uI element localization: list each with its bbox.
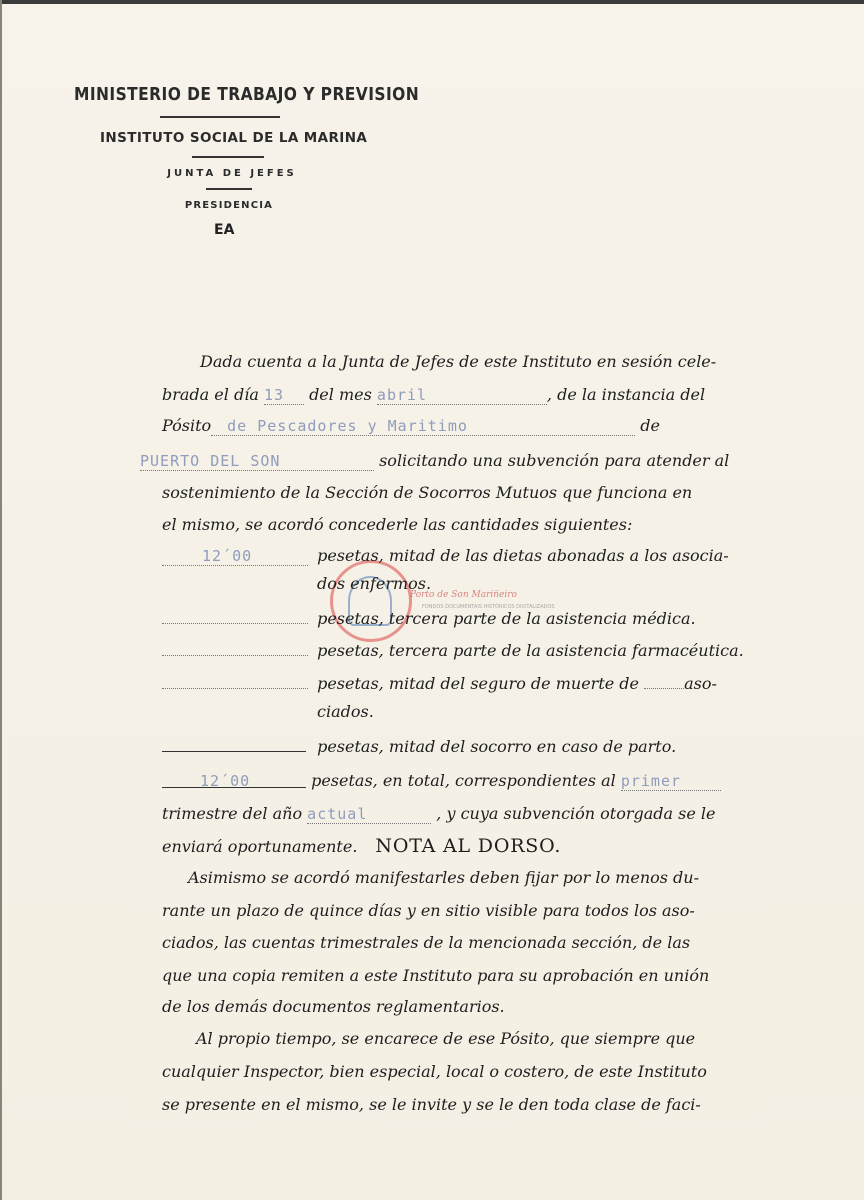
body-line: el mismo, se acordó concederle las cantidades siguientes:	[162, 515, 633, 534]
presidency-heading: PRESIDENCIA	[184, 200, 274, 211]
body-line: que una copia remiten a este Instituto para su aprobación en unión	[162, 966, 710, 985]
day-field: 13	[263, 386, 285, 404]
scan-edge-top	[0, 0, 864, 4]
body-line: rante un plazo de quince días y en sitio visible para todos los aso-	[162, 901, 695, 920]
posito-field: de Pescadores y Maritimo	[227, 417, 468, 435]
body-line: Asimismo se acordó manifestarles deben fijar por lo menos du-	[188, 868, 700, 887]
amount-row: pesetas, tercera parte de la asistencia farmacéutica.	[162, 641, 790, 660]
body-line: dos enfermos.	[317, 574, 432, 593]
ministry-heading: MINISTERIO DE TRABAJO Y PREVISION	[74, 84, 420, 105]
total-amount-field: 12´00	[200, 772, 251, 790]
reference-mark: EA	[214, 222, 235, 238]
stamp-title: Porto de Son Mariñeiro	[410, 590, 517, 600]
body-line: PUERTO DEL SON solicitando una subvención para atender al	[140, 451, 730, 470]
year-field: actual	[307, 805, 368, 823]
amount-row: 12´00 pesetas, mitad de las dietas abonadas a los asocia-	[162, 546, 790, 566]
body-line: ciados, las cuentas trimestrales de la mencionada sección, de las	[162, 933, 691, 952]
stamp-subtitle: FONDOS DOCUMENTAIS HISTÓRICOS DIXITALIZADOS	[422, 604, 555, 610]
body-line: se presente en el mismo, se le invite y se le den toda clase de faci-	[162, 1095, 701, 1114]
header-divider	[192, 156, 264, 158]
institute-heading: INSTITUTO SOCIAL DE LA MARINA	[100, 130, 368, 146]
trimester-field: primer	[620, 772, 682, 790]
body-line: Dada cuenta a la Junta de Jefes de este Instituto en sesión cele-	[200, 352, 717, 371]
body-line: sostenimiento de la Sección de Socorros Mutuos que funciona en	[162, 483, 693, 502]
amount-field: 12´00	[202, 547, 253, 565]
board-heading: JUNTA DE JEFES	[167, 168, 297, 179]
body-line: brada el día 13 del mes abril , de la instancia del	[162, 385, 706, 404]
body-line: cualquier Inspector, bien especial, local o costero, de este Instituto	[162, 1062, 707, 1081]
amount-row: pesetas, mitad del socorro en caso de parto.	[162, 737, 790, 756]
body-line: Pósito de Pescadores y Maritimo de	[162, 416, 660, 435]
scan-edge-left	[0, 0, 2, 1200]
header-divider	[206, 188, 252, 190]
place-field: PUERTO DEL SON	[140, 452, 281, 470]
amount-row: pesetas, tercera parte de la asistencia médica.	[162, 609, 790, 628]
body-line: trimestre del año actual , y cuya subvención otorgada se le	[162, 804, 716, 823]
amount-row: pesetas, mitad del seguro de muerte de aso-	[162, 674, 790, 693]
body-line: Al propio tiempo, se encarece de ese Pósito, que siempre que	[196, 1029, 696, 1048]
body-line: de los demás documentos reglamentarios.	[162, 997, 505, 1016]
month-field: abril	[376, 386, 428, 404]
total-row: 12´00 pesetas, en total, correspondientes al primer	[162, 771, 790, 791]
header-divider	[160, 116, 280, 118]
body-line: enviará oportunamente. NOTA AL DORSO.	[162, 835, 562, 857]
note-typed: NOTA AL DORSO.	[375, 835, 562, 857]
body-line: ciados.	[317, 702, 374, 721]
